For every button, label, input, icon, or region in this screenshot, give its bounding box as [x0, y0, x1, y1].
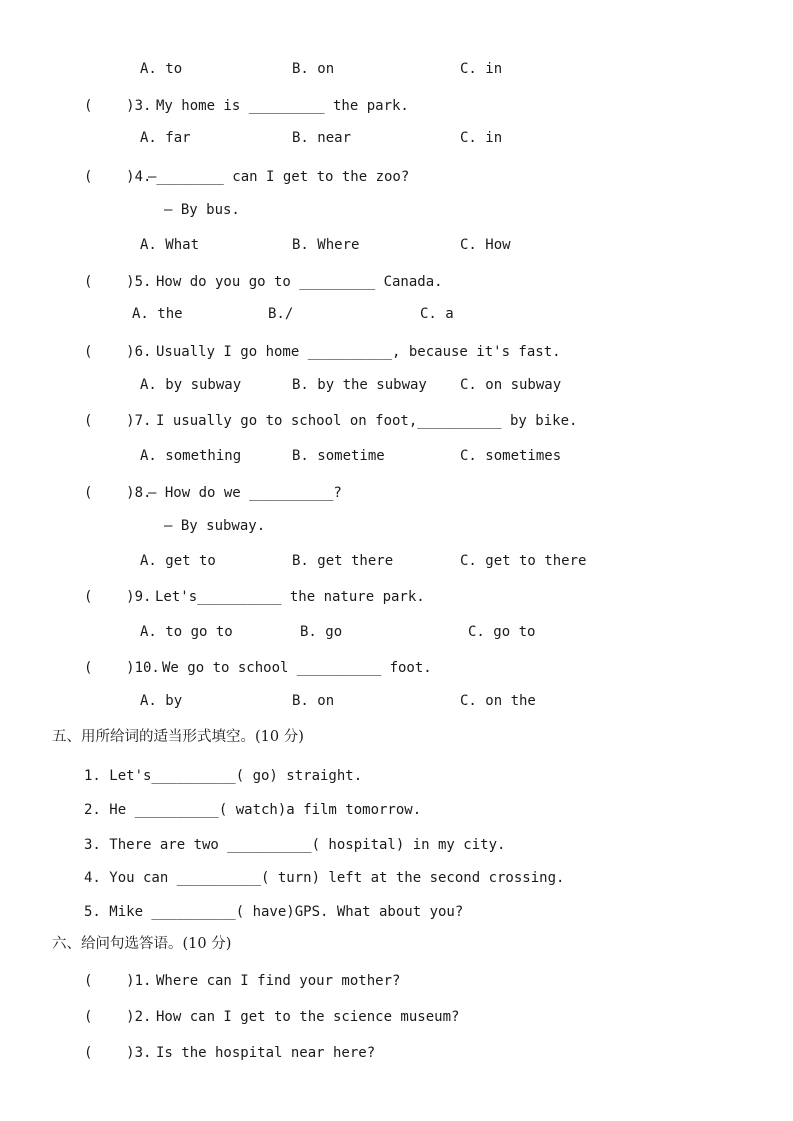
section6-item-number: ( )2.: [84, 1009, 152, 1025]
q3-option-b: B. near: [292, 130, 352, 146]
q5-number: ( )5.: [84, 274, 152, 290]
q6-option-a: A. by subway: [140, 377, 242, 393]
q10-option-a: A. by: [140, 693, 183, 709]
q2-option-c: C. in: [460, 61, 503, 77]
q2-option-b: B. on: [292, 61, 335, 77]
q8-number: ( )8.: [84, 485, 152, 501]
q5-option-b: B./: [268, 306, 294, 322]
q4-option-c: C. How: [460, 237, 511, 253]
q8-reply: — By subway.: [164, 518, 266, 534]
q4-reply: — By bus.: [164, 202, 240, 218]
section6-item-number: ( )3.: [84, 1045, 152, 1061]
section5-item: 2. He __________( watch)a film tomorrow.: [84, 802, 422, 818]
q3-option-a: A. far: [140, 130, 191, 146]
q9-option-b: B. go: [300, 624, 343, 640]
q2-option-a: A. to: [140, 61, 183, 77]
section6-item-number: ( )1.: [84, 973, 152, 989]
q7-option-a: A. something: [140, 448, 242, 464]
section5-item: 3. There are two __________( hospital) in my city.: [84, 837, 506, 853]
section6-item-question: How can I get to the science museum?: [156, 1009, 460, 1025]
q9-option-a: A. to go to: [140, 624, 233, 640]
section5-item: 4. You can __________( turn) left at the second crossing.: [84, 870, 565, 886]
q8-option-a: A. get to: [140, 553, 216, 569]
q8-option-b: B. get there: [292, 553, 394, 569]
q4-question: —________ can I get to the zoo?: [148, 169, 410, 185]
q4-option-b: B. Where: [292, 237, 360, 253]
q7-question: I usually go to school on foot,__________ by bike.: [156, 413, 578, 429]
q7-option-b: B. sometime: [292, 448, 385, 464]
section6-title: 六、给问句选答语。(10 分): [52, 936, 232, 952]
q10-question: We go to school __________ foot.: [162, 660, 432, 676]
q7-number: ( )7.: [84, 413, 152, 429]
q6-option-c: C. on subway: [460, 377, 562, 393]
q8-option-c: C. get to there: [460, 553, 587, 569]
q8-question: — How do we __________?: [148, 485, 342, 501]
q3-option-c: C. in: [460, 130, 503, 146]
q7-option-c: C. sometimes: [460, 448, 562, 464]
q4-option-a: A. What: [140, 237, 200, 253]
section6-item-question: Where can I find your mother?: [156, 973, 401, 989]
q6-number: ( )6.: [84, 344, 152, 360]
section5-item: 5. Mike __________( have)GPS. What about you?: [84, 904, 464, 920]
q5-option-a: A. the: [132, 306, 183, 322]
q3-number: ( )3.: [84, 98, 152, 114]
q9-number: ( )9.: [84, 589, 152, 605]
q5-question: How do you go to _________ Canada.: [156, 274, 443, 290]
q10-option-b: B. on: [292, 693, 335, 709]
section5-item: 1. Let's__________( go) straight.: [84, 768, 363, 784]
q10-option-c: C. on the: [460, 693, 536, 709]
q6-option-b: B. by the subway: [292, 377, 427, 393]
q5-option-c: C. a: [420, 306, 454, 322]
q10-number: ( )10.: [84, 660, 160, 676]
q6-question: Usually I go home __________, because it's fast.: [156, 344, 561, 360]
q4-number: ( )4.: [84, 169, 152, 185]
q9-option-c: C. go to: [468, 624, 536, 640]
section5-title: 五、用所给词的适当形式填空。(10 分): [52, 729, 304, 745]
q3-question: My home is _________ the park.: [156, 98, 409, 114]
q9-question: Let's__________ the nature park.: [155, 589, 425, 605]
section6-item-question: Is the hospital near here?: [156, 1045, 376, 1061]
